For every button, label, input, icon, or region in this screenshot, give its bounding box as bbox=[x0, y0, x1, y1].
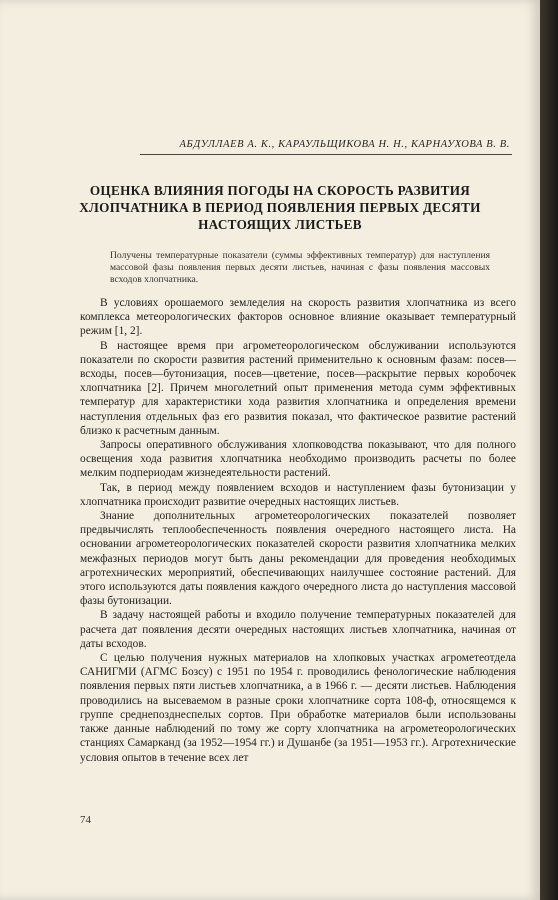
paragraph: Запросы оперативного обслуживания хлопководства показывают, что для полного освещения хода развития хлопчатника необходимо производить расчеты по более мелким подпериодам жизнедеятельности растений. bbox=[80, 439, 516, 480]
paragraph: С целью получения нужных материалов на хлопковых участках агрометеотдела САНИГМИ (АГМС Бозсу) с 1951 по 1954 г. проводились фенологические наблюдения появления первых пяти листьев хлопчатника, а в 1966 г. — десяти листьев. Наблюдения проводились на высеваемом в разные сроки хлопчатнике сорта 108-ф, относящемся к группе среднепозднеспелых сортов. При обработке материалов были использованы также данные наблюдений по тому же сорту хлопчатника на агрометеорологических станциях Самарканд (за 1952—1954 гг.) и Душанбе (за 1951—1953 гг.). Агротехнические условия опытов в течение всех лет bbox=[80, 652, 516, 764]
paragraph: В условиях орошаемого земледелия на скорость развития хлопчатника из всего комплекса метеорологических факторов основное влияние оказывает температурный режим [1, 2]. bbox=[80, 297, 516, 338]
header-rule bbox=[140, 154, 512, 155]
page-number: 74 bbox=[80, 814, 91, 826]
book-spine bbox=[540, 0, 558, 900]
article-authors: АБДУЛЛАЕВ А. К., КАРАУЛЬЩИКОВА Н. Н., КАРНАУХОВА В. В. bbox=[179, 139, 510, 150]
paragraph: Так, в период между появлением всходов и наступлением фазы бутонизации у хлопчатника происходит развитие очередных настоящих листьев. bbox=[80, 481, 516, 508]
article-title: ОЦЕНКА ВЛИЯНИЯ ПОГОДЫ НА СКОРОСТЬ РАЗВИТИЯ ХЛОПЧАТНИКА В ПЕРИОД ПОЯВЛЕНИЯ ПЕРВЫХ ДЕСЯТИ НАСТОЯЩИХ ЛИСТЬЕВ bbox=[79, 183, 481, 232]
paragraph: Знание дополнительных агрометеорологических показателей позволяет предвычислять теплообеспеченность появления очередного настоящего листа. На основании агрометеорологических показателей скорости развития хлопчатника мелких межфазных периодов могут быть даны рекомендации для проведения необходимых агротехнических мероприятий, обеспечивающих наилучшее состояние растений. Для этого используются даты появления каждого очередного листа до наступления массовой фазы бутонизации. bbox=[80, 510, 516, 608]
article-body bbox=[80, 296, 516, 765]
article-abstract: Получены температурные показатели (суммы эффективных температур) для наступления массовой фазы появления первых десяти листьев, начиная с фазы появления массовых всходов хлопчатника. bbox=[110, 250, 490, 285]
paragraph: В задачу настоящей работы и входило получение температурных показателей для расчета дат появления десяти очередных настоящих листьев хлопчатника, начиная от даты всходов. bbox=[80, 609, 516, 650]
paragraph: В настоящее время при агрометеорологическом обслуживании используются показатели по скорости развития растений применительно к основным фазам: посев—всходы, посев—бутонизация, посев—цветение, посев—раскрытие первых коробочек хлопчатника [2]. Причем многолетний опыт применения метода сумм эффективных температур для характеристики хода развития хлопчатника и определения времени наступления отдельных фаз его развития показал, что фактическое развитие растений близко к расчетным данным. bbox=[80, 339, 516, 437]
